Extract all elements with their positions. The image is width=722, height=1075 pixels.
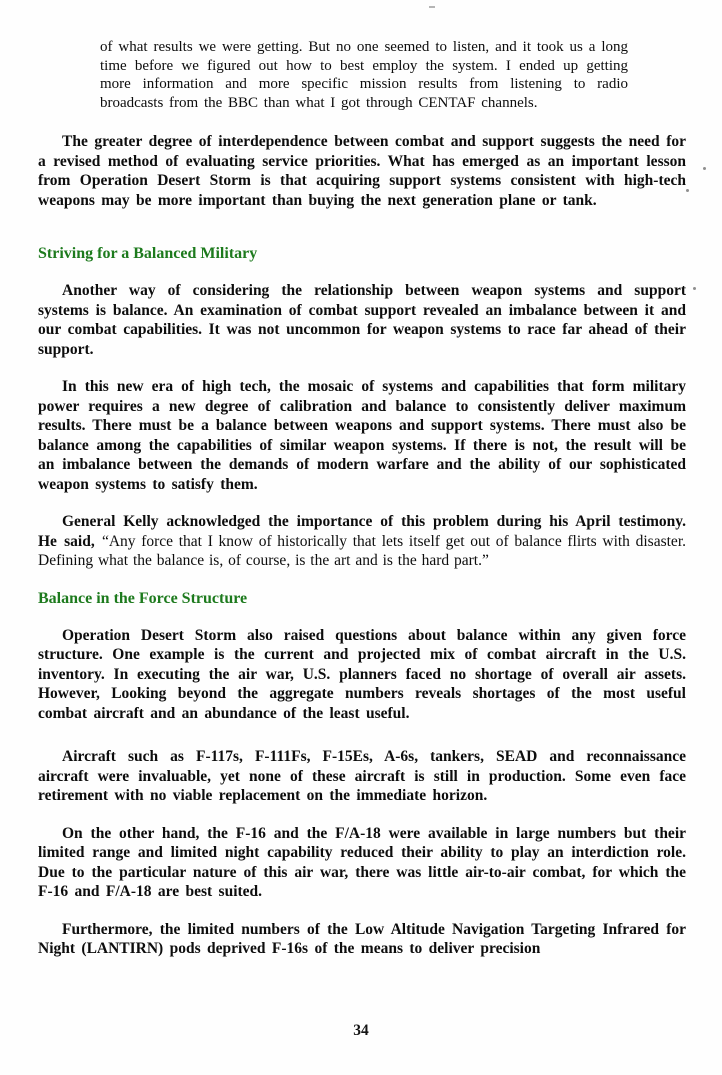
paragraph-other-hand: On the other hand, the F-16 and the F/A-18 were available in large numbers but their limited range and limited night capability reduced their ability to play an interdiction role. Due to the particular nature of this air war, there was little air-to-air combat, for which the F-16 and F/A-18 are best suited. xyxy=(38,824,686,901)
scan-artifact-dot xyxy=(703,167,706,170)
paragraph-kelly xyxy=(38,512,686,571)
paragraph-desert-storm: Operation Desert Storm also raised questions about balance within any given force structure. One example is the current and projected mix of combat aircraft in the U.S. inventory. In executing the air war, U.S. planners faced no shortage of overall air assets. However, Looking beyond the aggregate numbers reveals shortages of the most useful combat aircraft and an abundance of the least useful. xyxy=(38,626,686,722)
scan-artifact-mark xyxy=(429,6,435,8)
paragraph-furthermore: Furthermore, the limited numbers of the Low Altitude Navigation Targeting Infrared for Night (LANTIRN) pods deprived F-16s of the means to deliver precision xyxy=(38,920,686,958)
paragraph-aircraft-production: Aircraft such as F-117s, F-111Fs, F-15Es, A-6s, tankers, SEAD and reconnaissance aircraft were invaluable, yet none of these aircraft is still in production. Some even face retirement with no viable replacement on the immediate horizon. xyxy=(38,748,686,805)
scan-artifact-dot xyxy=(693,287,696,290)
section-heading-force-structure: Balance in the Force Structure xyxy=(38,589,248,607)
paragraph-interdependence: The greater degree of interdependence between combat and support suggests the need for a revised method of evaluating service priorities. What has emerged as an important lesson from Operation Desert Storm is that acquiring support systems consistent with high-tech weapons may be more important than buying the next generation plane or tank. xyxy=(38,133,686,209)
block-quote: of what results we were getting. But no one seemed to listen, and it took us a long time before we figured out how to best employ the system. I ended up getting more information and more specific mission results from listening to radio broadcasts from the BBC than what I got through CENTAF channels. xyxy=(100,39,628,111)
page-number: 34 xyxy=(353,1022,369,1039)
paragraph-new-era: In this new era of high tech, the mosaic of systems and capabilities that form military power requires a new degree of calibration and balance to consistently deliver maximum results. There must be a balance between weapons and support systems. There must also be balance among the capabilities of similar weapon systems. If there is not, the result will be an imbalance between the demands of modern warfare and the ability of our sophisticated weapon systems to satisfy them. xyxy=(38,378,686,493)
paragraph-kelly-intro: General Kelly acknowledged the importance of this problem during his April testimony. He said, xyxy=(38,513,686,550)
section-heading-balanced-military: Striving for a Balanced Military xyxy=(38,245,258,263)
paragraph-another-way: Another way of considering the relationship between weapon systems and support systems is balance. An examination of combat support revealed an imbalance between it and our combat capabilities. It was not uncommon for weapon systems to race far ahead of their support. xyxy=(38,282,686,358)
paragraph-kelly-quote: “Any force that I know of historically that lets itself get out of balance flirts with disaster. Defining what the balance is, of course, is the art and is the hard part.” xyxy=(38,532,686,570)
scan-artifact-dot xyxy=(686,189,689,192)
